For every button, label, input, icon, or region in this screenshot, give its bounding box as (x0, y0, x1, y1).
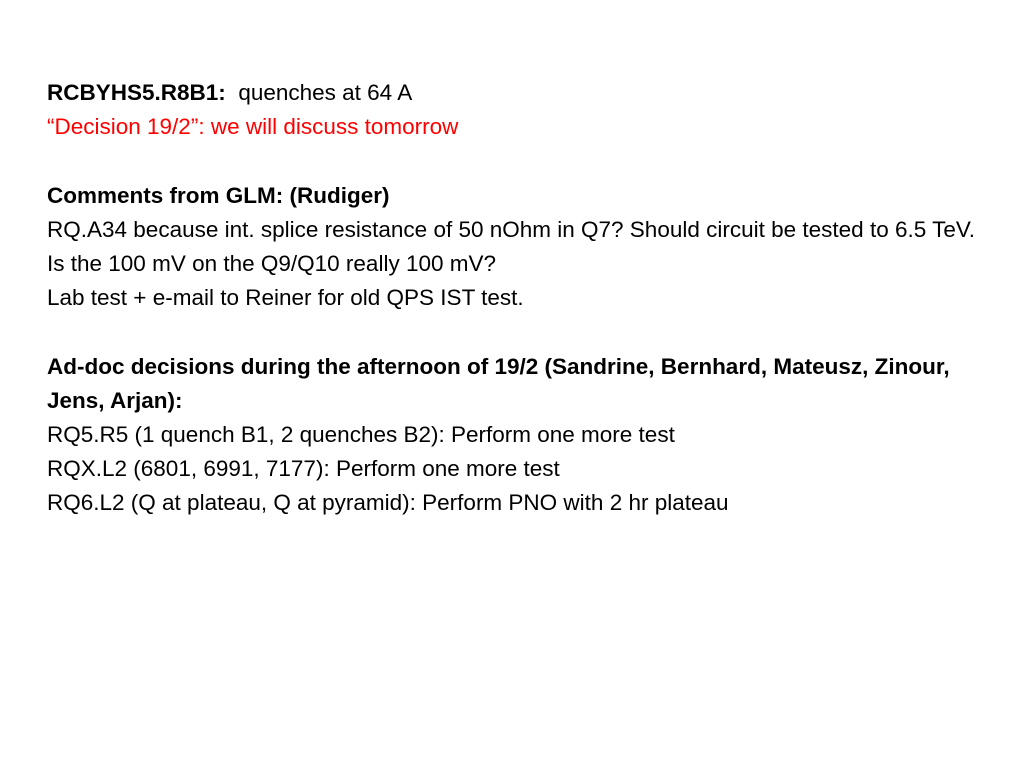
decision-item: RQ6.L2 (Q at plateau, Q at pyramid): Perform PNO with 2 hr plateau (47, 490, 729, 516)
decision-item: RQX.L2 (6801, 6991, 7177): Perform one more test (47, 456, 560, 482)
spacer (47, 315, 987, 349)
decision-note: “Decision 19/2”: we will discuss tomorrow (47, 114, 459, 140)
comment-item: RQ.A34 because int. splice resistance of 50 nOhm in Q7? Should circuit be tested to 6.5 TeV. (47, 216, 976, 242)
decision-item: RQ5.R5 (1 quench B1, 2 quenches B2): Perform one more test (47, 422, 675, 447)
decisions-heading: Ad-doc decisions during the afternoon of 19/2 (Sandrine, Bernhard, Mateusz, Zinour, Jens, Arjan): (47, 353, 950, 413)
comment-item: Lab test + e-mail to Reiner for old QPS IST test. (47, 285, 524, 311)
slide-body (47, 76, 987, 521)
comment-item: Is the 100 mV on the Q9/Q10 really 100 mV? (47, 251, 497, 276)
spacer (47, 144, 987, 178)
circuit-status-line (47, 76, 987, 110)
comments-heading: Comments from GLM: (Rudiger) (47, 182, 390, 208)
circuit-label: RCBYHS5.R8B1: (47, 80, 226, 105)
circuit-status-text: quenches at 64 A (238, 80, 413, 105)
